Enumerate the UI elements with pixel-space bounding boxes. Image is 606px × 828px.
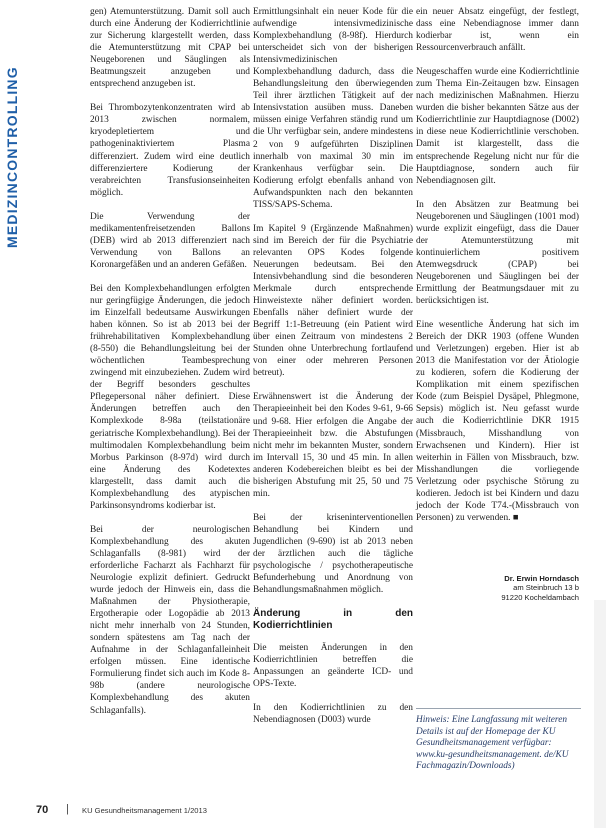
section-heading: Änderung in den Kodierrichtlinien — [253, 608, 413, 632]
paragraph — [416, 319, 579, 524]
paragraph: Bei der kriseninterventionellen Behandlung bei Kindern und Jugendlichen (9-690) ist ab 2013 neben der ärztlichen auch die tägliche psychologische / psychotherapeutische Befunderhebung und Anordnung von Behandlungsmaßnahmen möglich. — [253, 512, 413, 596]
paragraph: In den Kodierrichtlinien zu den Nebendiagnosen (D003) wurde — [253, 703, 413, 726]
paragraph: Die Verwendung der medikamentenfreisetzenden Ballons (DEB) wird ab 2013 differenziert nach Verwendung von Ballons an Koronargefäßen und an anderen Gefäßen. — [90, 211, 250, 270]
paragraph: Bei der neurologischen Komplexbehandlung des akuten Schlaganfalls (8-981) wird der erforderliche Facharzt als Fachharzt für Neurologie explizit definiert. Gedruckt wurde jedoch der Hinweis ein, dass die Maßnahmen der Physiotherapie, Ergotherapie oder Logopädie ab 2013 nicht mehr innerhalb von 24 Stunden, sondern spätestens am Tag nach der Aufnahme in der Schlaganfalleinheit erfolgen müssen. Eine identische Formulierung findet sich auch im Kode 8-98b (andere neurologische Komplexbehandlung des akuten Schlaganfalls). — [90, 524, 250, 716]
paragraph: In den Absätzen zur Beatmung bei Neugeborenen und Säuglingen (1001 mod) wurde explizit eingefügt, dass die Dauer der Atemunterstützung mit kontinuierlichem positivem Atemwegsdruck (CPAP) bei Neugeborenen und Säuglingen bei der Ermittlung der Beatmungsdauer mit zu berücksichtigen ist. — [416, 199, 579, 307]
column-2 — [253, 6, 413, 738]
paragraph: Erwähnenswert ist die Änderung der Therapieeinheit bei den Kodes 9-61, 9-66 und 9-68. Hier erfolgen die Angabe der Therapieeinheit bzw. die Abstufungen nicht mehr im bekannten Muster, sondern im Intervall 15, 30 und 45 min. In allen anderen Kodebereichen bleibt es bei der bisherigen Abstufung mit 25, 50 und 75 min. — [253, 392, 413, 499]
footer-separator: | — [66, 803, 69, 815]
journal-name: KU Gesundheitsmanagement 1/2013 — [82, 806, 207, 815]
paragraph: Bei Thrombozytenkonzentraten wird ab 2013 zwischen normalem, kryodepletiertem und pathogeninaktiviertem Plasma differenziert. Zudem wird eine deutlich differenziertere Kodierung der verabreichten Transfusionseinheiten möglich. — [90, 103, 250, 198]
paragraph: ein neuer Absatz eingefügt, der festlegt, dass eine Nebendiagnose immer dann kodierbar ist, wenn ein Ressourcenverbrauch anfällt. — [416, 7, 579, 54]
author-address-line: 91220 Kocheldambach — [501, 592, 579, 602]
paragraph: Ermittlungsinhalt ein neuer Kode für die aufwendige intensivmedizinische Komplexbehandlung (8-98f). Hierdurch unterscheidet sich von der bisherigen Intensivmedizinischen Komplexbehandlung dadurch, dass die Behandlungsleitung den überwiegenden Teil ihrer ärztlichen Tätigkeit auf der Intensivstation ausüben muss. Daneben müssen einige Verfahren ständig rund um die Uhr verfügbar sein, andere mindestens 2 von 9 aufgeführten Disziplinen innerhalb von maximal 30 min im Krankenhaus verfügbar sein. Die Kodierung erfolgt ebenfalls anhand von Aufwandspunkten nach den bekannten TISS/SAPS-Schema. — [253, 7, 413, 210]
hint-box: Hinweis: Eine Langfassung mit weiteren Details ist auf der Homepage der KU Gesundheitsmanagement verfügbar: www.ku-gesundheitsmanagement. de/KU Fachmagazin/Downloads) — [416, 708, 581, 773]
paragraph: Bei den Komplexbehandlungen erfolgten nur geringfügige Änderungen, die jedoch im Einzelfall bedeutsame Auswirkungen haben können. So ist ab 2013 bei der frührehabilitativen Komplexbehandlung (8-550) die Behandlungsleitung bei der wöchentlichen Teambesprechung zwingend mit einzubeziehen. Zudem wird der Begriff besonders geschultes Pflegepersonal näher definiert. Diese Änderungen betreffen auch den Komplexkode 8-98a (teilstationäre geriatrische Komplexbehandlung). Bei der multimodalen Komplexbehandlung beim Morbus Parkinson (8-97d) wird durch eine Änderung des Kodetextes klargestellt, dass damit auch die Komplexbehandlung des atypischen Parkinsonsyndroms kodierbar ist. — [90, 283, 250, 511]
page-number: 70 — [36, 804, 49, 816]
paragraph: gen) Atemunterstützung. Damit soll auch durch eine Änderung der Kodierrichtlinie zur Sicherung klargestellt werden, dass die Atemunterstützung mit CPAP bei Neugeborenen und Säuglingen als Beatmungszeit anzugeben und entsprechend anzugeben ist. — [90, 7, 250, 90]
paragraph: Im Kapitel 9 (Ergänzende Maßnahmen) sind im Bereich der für die Psychiatrie relevanten OPS Kodes folgende Neuerungen bedeutsam. Bei den Intensivbehandlung sind die besonderen Merkmale durch entsprechende Hinweistexte näher definiert worden. Ebenfalls näher definiert wurde der Begriff 1:1-Betreuung (ein Patient wird über einen Zeitraum von mindestens 2 Stunden ohne Unterbrechung fortlaufend von einer oder mehreren Personen betreut). — [253, 223, 413, 379]
footer — [0, 800, 606, 828]
author-block — [416, 574, 579, 603]
paragraph: Neugeschaffen wurde eine Kodierrichtlinie zum Thema Ein-Zeitaugen bzw. Einsagen nach medizinischen Maßnahmen. Hierzu wurden die bisher bekannten Sätze aus der Kodierrichtlinie zur Hauptdiagnose (D002) in diese neue Kodierrichtlinie verschoben. Damit ist klargestellt, dass die entsprechende Regelung nicht nur für die Hauptdiagnose, sondern auch für Nebendiagnosen gilt. — [416, 67, 579, 186]
page-edge — [594, 600, 606, 828]
section-label: MEDIZINCONTROLLING — [4, 66, 20, 248]
column-1 — [90, 6, 250, 729]
end-mark: ■ — [512, 512, 519, 523]
paragraph-text: Eine wesentliche Änderung hat sich im Bereich der DKR 1903 (offene Wunden und Verletzungen) ergeben. Hier ist ab 2013 die Manifestation vor der Ätiologie zu kodieren, sofern die Kodierung der Komplikation mit einem spezifischen Kode (zum Beispiel Dysäpel, Phlegmone, Sepsis) möglich ist. Neu gefasst wurde auch die Kodierrichtlinie DKR 1915 (Missbrauch, Misshandlung von Erwachsenen und Kindern). Hier ist weiterhin in Fällen von Missbrauch, bzw. Misshandlungen die vorliegende Verletzung oder psychische Störung zu kodieren. Jedoch ist bei Kindern und dazu jedoch der Kode T74.-(Missbrauch von Personen) zu verwenden. — [416, 320, 579, 523]
sidebar — [0, 0, 49, 828]
column-3 — [416, 6, 579, 602]
author-name: Dr. Erwin Horndasch — [504, 573, 579, 583]
author-address-line: am Steinbruch 13 b — [513, 583, 579, 593]
paragraph: Die meisten Änderungen in den Kodierrichtlinien betreffen die Anpassungen an geänderte ICD- und OPS-Texte. — [253, 643, 413, 690]
